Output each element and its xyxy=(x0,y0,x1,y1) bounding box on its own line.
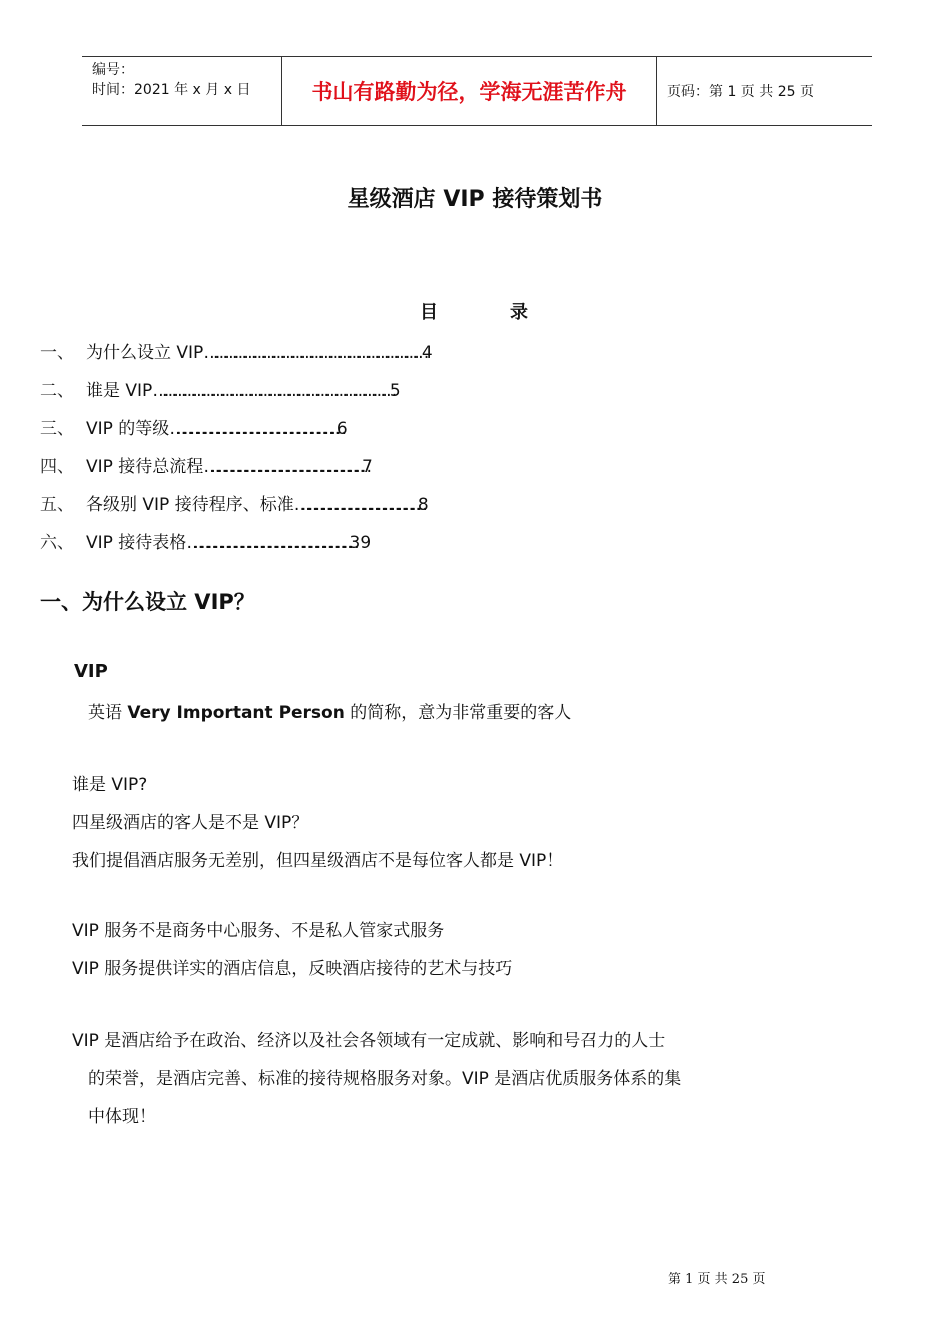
toc-item[interactable]: 五、 各级别 VIP 接待程序、标准………………………………………………8 xyxy=(40,495,429,515)
paragraph-line: 的荣誉，是酒店完善、标准的接待规格服务对象。VIP 是酒店优质服务体系的集 xyxy=(88,1069,682,1089)
paragraph-line: 四星级酒店的客人是不是 VIP？ xyxy=(72,813,309,833)
page-header xyxy=(82,56,872,126)
paragraph-line: VIP 是酒店给予在政治、经济以及社会各领域有一定成就、影响和号召力的人士 xyxy=(72,1031,666,1051)
page-footer: 第 1 页 共 25 页 xyxy=(668,1272,766,1287)
vip-label: VIP xyxy=(74,661,108,682)
toc-item[interactable]: 一、 为什么设立 VIP……………………………………………………………4 xyxy=(40,343,433,363)
header-page-info: 页码：第 1 页 共 25 页 xyxy=(667,84,814,100)
toc-item[interactable]: 二、 谁是 VIP…………………………………………………………………5 xyxy=(40,381,401,401)
vip-definition: 英语 Very Important Person 的简称，意为非常重要的客人 xyxy=(88,703,572,723)
header-meta xyxy=(82,57,282,125)
toc-heading: 目 录 xyxy=(420,302,528,323)
paragraph-line: 中体现！ xyxy=(88,1107,156,1127)
document-title: 星级酒店 VIP 接待策划书 xyxy=(347,187,603,212)
header-motto: 书山有路勤为径，学海无涯苦作舟 xyxy=(282,57,657,125)
paragraph-line: 我们提倡酒店服务无差别，但四星级酒店不是每位客人都是 VIP！ xyxy=(72,851,564,871)
paragraph-line: VIP 服务提供详实的酒店信息，反映酒店接待的艺术与技巧 xyxy=(72,959,513,979)
header-number: 编号： xyxy=(92,62,134,78)
toc-item[interactable]: 三、 VIP 的等级…………………………………………………………………6 xyxy=(40,419,348,439)
header-time: 时间：2021 年 x 月 x 日 xyxy=(92,82,251,98)
section-heading: 一、为什么设立 VIP？ xyxy=(40,590,255,614)
paragraph-line: 谁是 VIP? xyxy=(72,775,148,795)
paragraph-line: VIP 服务不是商务中心服务、不是私人管家式服务 xyxy=(72,921,445,941)
toc-item[interactable]: 四、 VIP 接待总流程……………………………………………………………7 xyxy=(40,457,373,477)
toc-item[interactable]: 六、 VIP 接待表格………………………………………………………………39 xyxy=(40,533,372,553)
